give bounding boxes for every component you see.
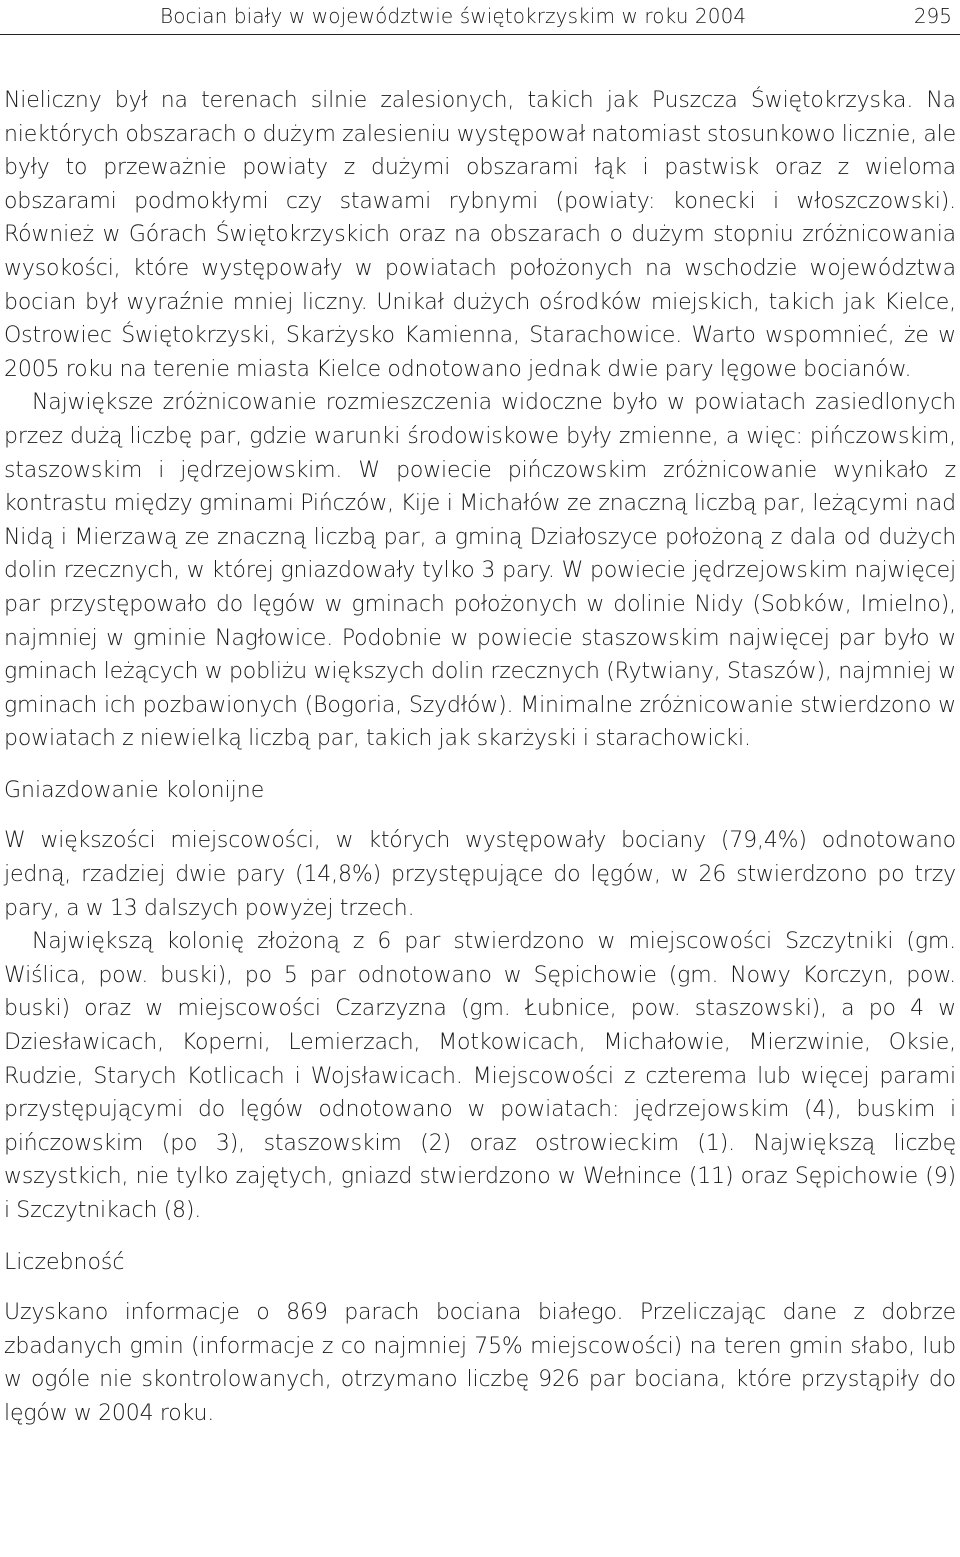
paragraph: Nieliczny był na terenach silnie zalesionych, takich jak Puszcza Świętokrzyska. Na niektórych obszarach o dużym zalesieniu występował natomiast stosunkowo licznie, ale były to przeważnie powiaty z dużymi obszarami łąk i pastwisk oraz z wieloma obszarami podmokłymi czy stawami rybnymi (powiaty: konecki i włoszczowski). Również w Górach Świętokrzyskich oraz na obszarach o dużym stopniu zróżnicowania wysokości, które występowały w powiatach położonych na wschodzie województwa bocian był wyraźnie mniej liczny. Unikał dużych ośrodków miejskich, takich jak Kielce, Ostrowiec Świętokrzyski, Skarżysko Kamienna, Starachowice. Warto wspomnieć, że w 2005 roku na terenie miasta Kielce odnotowano jednak dwie pary lęgowe bocianów. [4,88,956,382]
page-header [0,0,960,35]
section-heading: Gniazdowanie kolonijne [4,777,265,803]
paragraph: W większości miejscowości, w których występowały bociany (79,4%) odnotowano jedną, rzadziej dwie pary (14,8%) przystępujące do lęgów, w 26 stwierdzono po trzy pary, a w 13 dalszych powyżej trzech. [4,828,956,921]
paragraph: Uzyskano informacje o 869 parach bociana białego. Przeliczając dane z dobrze zbadanych gmin (informacje z co najmniej 75% miejscowości) na teren gmin słabo, lub w ogóle nie skontrolowanych, otrzymano liczbę 926 par bociana, które przystąpiły do lęgów w 2004 roku. [4,1300,956,1426]
article-body [4,84,956,1431]
page-number: 295 [913,4,952,28]
paragraph: Największą kolonię złożoną z 6 par stwierdzono w miejscowości Szczytniki (gm. Wiślica, pow. buski), po 5 par odnotowano w Sępichowie (gm. Nowy Korczyn, pow. buski) oraz w miejscowości Czarzyzna (gm. Łubnice, pow. staszowski), a po 4 w Dziesławicach, Koperni, Lemierzach, Motkowicach, Michałowie, Mierzwinie, Oksie, Rudzie, Starych Kotlicach i Wojsławicach. Miejscowości z czterema lub więcej parami przystępującymi do lęgów odnotowano w powiatach: jędrzejowskim (4), buskim i pińczowskim (po 3), staszowskim (2) oraz ostrowieckim (1). Największą liczbę wszystkich, nie tylko zajętych, gniazd stwierdzono w Wełnince (11) oraz Sępichowie (9) i Szczytnikach (8). [4,929,956,1223]
paragraph: Największe zróżnicowanie rozmieszczenia widoczne było w powiatach zasiedlonych przez dużą liczbę par, gdzie warunki środowiskowe były zmienne, a więc: pińczowskim, staszowskim i jędrzejowskim. W powiecie pińczowskim zróżnicowanie wynikało z kontrastu między gminami Pińczów, Kije i Michałów ze znaczną liczbą par, leżącymi nad Nidą i Mierzawą ze znaczną liczbą par, a gminą Działoszyce położoną z dala od dużych dolin rzecznych, w której gniazdowały tylko 3 pary. W powiecie jędrzejowskim najwięcej par przystępowało do lęgów w gminach położonych w dolinie Nidy (Sobków, Imielno), najmniej w gminie Nagłowice. Podobnie w powiecie staszowskim najwięcej par było w gminach leżących w pobliżu większych dolin rzecznych (Rytwiany, Staszów), najmniej w gminach ich pozbawionych (Bogoria, Szydłów). Minimalne zróżnicowanie stwierdzono w powiatach z niewielką liczbą par, takich jak skarżyski i starachowicki. [4,390,956,752]
section-heading: Liczebność [4,1249,125,1275]
running-title: Bocian biały w województwie świętokrzyskim w roku 2004 [160,4,747,28]
